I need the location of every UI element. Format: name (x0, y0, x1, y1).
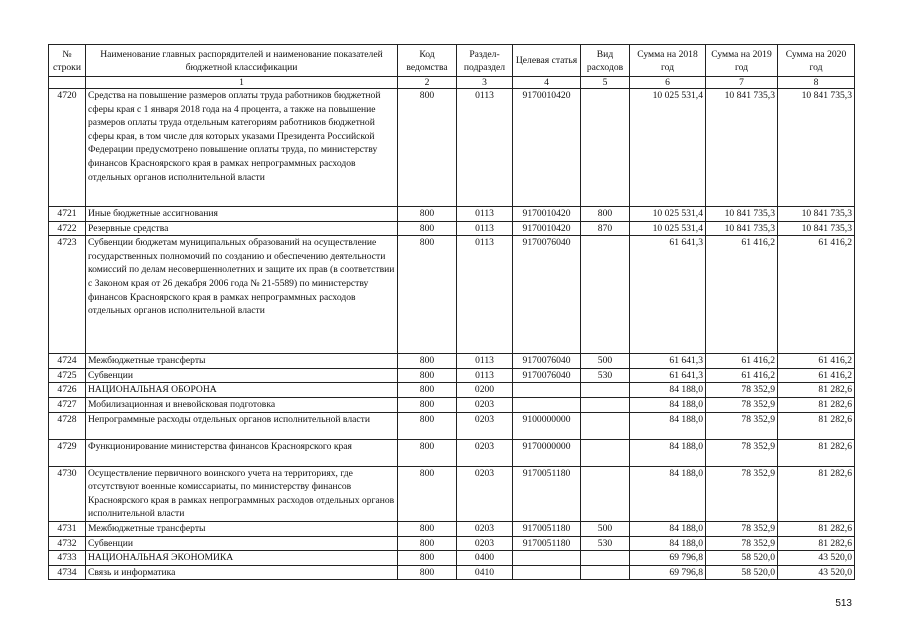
amount-2020-cell: 43 520,0 (778, 551, 855, 566)
expense-type-cell: 530 (581, 536, 630, 551)
row-number-cell: 4723 (49, 236, 86, 354)
target-article-cell: 9170076040 (513, 368, 581, 383)
department-code-cell: 800 (398, 412, 457, 439)
amount-2019-cell: 10 841 735,3 (706, 89, 778, 207)
amount-2020-cell: 81 282,6 (778, 383, 855, 398)
section-code-cell: 0410 (457, 565, 513, 580)
header-cell: Код ведомства (398, 45, 457, 77)
row-number-cell: 4720 (49, 89, 86, 207)
expense-type-cell (581, 236, 630, 354)
header-cell: Вид расходов (581, 45, 630, 77)
column-number-cell: 4 (513, 77, 581, 89)
header-cell: Сумма на 2019 год (706, 45, 778, 77)
amount-2018-cell: 61 641,3 (630, 368, 706, 383)
department-code-cell: 800 (398, 221, 457, 236)
row-name-cell: Межбюджетные трансферты (86, 354, 398, 369)
header-cell: Сумма на 2020 год (778, 45, 855, 77)
amount-2020-cell: 81 282,6 (778, 439, 855, 466)
amount-2020-cell: 43 520,0 (778, 565, 855, 580)
column-number-cell: 3 (457, 77, 513, 89)
department-code-cell: 800 (398, 536, 457, 551)
expense-type-cell (581, 412, 630, 439)
amount-2020-cell: 61 416,2 (778, 368, 855, 383)
target-article-cell: 9170000000 (513, 439, 581, 466)
column-number-cell: 6 (630, 77, 706, 89)
expense-type-cell (581, 89, 630, 207)
section-code-cell: 0400 (457, 551, 513, 566)
amount-2020-cell: 81 282,6 (778, 412, 855, 439)
amount-2018-cell: 84 188,0 (630, 536, 706, 551)
section-code-cell: 0113 (457, 236, 513, 354)
amount-2018-cell: 61 641,3 (630, 354, 706, 369)
expense-type-cell (581, 466, 630, 521)
row-name-cell: Мобилизационная и вневойсковая подготовка (86, 397, 398, 412)
target-article-cell: 9170051180 (513, 466, 581, 521)
target-article-cell: 9170051180 (513, 521, 581, 536)
row-number-cell: 4722 (49, 221, 86, 236)
amount-2019-cell: 78 352,9 (706, 536, 778, 551)
table-row (49, 397, 855, 412)
row-name-cell: Связь и информатика (86, 565, 398, 580)
table-body (49, 89, 855, 580)
expense-type-cell: 500 (581, 354, 630, 369)
expense-type-cell: 800 (581, 207, 630, 222)
department-code-cell: 800 (398, 551, 457, 566)
amount-2018-cell: 84 188,0 (630, 383, 706, 398)
header-cell: Целевая статья (513, 45, 581, 77)
section-code-cell: 0203 (457, 439, 513, 466)
row-name-cell: Субвенции (86, 368, 398, 383)
department-code-cell: 800 (398, 354, 457, 369)
target-article-cell (513, 551, 581, 566)
department-code-cell: 800 (398, 439, 457, 466)
amount-2019-cell: 78 352,9 (706, 412, 778, 439)
amount-2020-cell: 81 282,6 (778, 536, 855, 551)
amount-2018-cell: 84 188,0 (630, 466, 706, 521)
section-code-cell: 0113 (457, 221, 513, 236)
amount-2019-cell: 58 520,0 (706, 565, 778, 580)
amount-2018-cell: 69 796,8 (630, 551, 706, 566)
section-code-cell: 0113 (457, 368, 513, 383)
column-number-row (49, 77, 855, 89)
row-name-cell: Средства на повышение размеров оплаты труда работников бюджетной сферы края с 1 января 2018 года на 4 процента, а также на повышение размеров оплаты труда отдельным категориям работников бюджетной сферы края, в том числе для которых указами Президента Российской Федерации предусмотрено повышение оплаты труда, по министерству финансов Красноярского края в рамках непрограммных расходов отдельных органов исполнительной власти (86, 89, 398, 207)
department-code-cell: 800 (398, 207, 457, 222)
expense-type-cell (581, 439, 630, 466)
column-number-cell: 7 (706, 77, 778, 89)
header-row (49, 45, 855, 77)
section-code-cell: 0203 (457, 397, 513, 412)
column-number-cell: 8 (778, 77, 855, 89)
table-row (49, 439, 855, 466)
header-cell: № строки (49, 45, 86, 77)
header-cell: Наименование главных распорядителей и наименование показателей бюджетной классификации (86, 45, 398, 77)
amount-2018-cell: 10 025 531,4 (630, 207, 706, 222)
expense-type-cell (581, 397, 630, 412)
amount-2019-cell: 61 416,2 (706, 368, 778, 383)
row-name-cell: Субвенции (86, 536, 398, 551)
amount-2020-cell: 10 841 735,3 (778, 207, 855, 222)
row-name-cell: Осуществление первичного воинского учета на территориях, где отсутствуют военные комиссариаты, по министерству финансов Красноярского края в рамках непрограммных расходов отдельных органов исполнительной власти (86, 466, 398, 521)
row-number-cell: 4729 (49, 439, 86, 466)
amount-2020-cell: 81 282,6 (778, 466, 855, 521)
row-number-cell: 4728 (49, 412, 86, 439)
amount-2019-cell: 61 416,2 (706, 354, 778, 369)
amount-2019-cell: 78 352,9 (706, 397, 778, 412)
amount-2019-cell: 58 520,0 (706, 551, 778, 566)
column-number-cell: 5 (581, 77, 630, 89)
target-article-cell: 9170010420 (513, 89, 581, 207)
amount-2020-cell: 61 416,2 (778, 236, 855, 354)
section-code-cell: 0203 (457, 466, 513, 521)
target-article-cell: 9170010420 (513, 221, 581, 236)
table-row (49, 412, 855, 439)
row-name-cell: Межбюджетные трансферты (86, 521, 398, 536)
row-number-cell: 4732 (49, 536, 86, 551)
expense-type-cell: 530 (581, 368, 630, 383)
table-row (49, 383, 855, 398)
section-code-cell: 0203 (457, 521, 513, 536)
section-code-cell: 0113 (457, 89, 513, 207)
row-number-cell: 4730 (49, 466, 86, 521)
row-name-cell: Иные бюджетные ассигнования (86, 207, 398, 222)
row-number-cell: 4724 (49, 354, 86, 369)
row-number-cell: 4721 (49, 207, 86, 222)
page-number: 513 (835, 598, 852, 609)
department-code-cell: 800 (398, 466, 457, 521)
amount-2018-cell: 84 188,0 (630, 412, 706, 439)
department-code-cell: 800 (398, 368, 457, 383)
table-row (49, 89, 855, 207)
amount-2020-cell: 10 841 735,3 (778, 221, 855, 236)
table-row (49, 207, 855, 222)
target-article-cell (513, 383, 581, 398)
amount-2018-cell: 10 025 531,4 (630, 89, 706, 207)
amount-2020-cell: 10 841 735,3 (778, 89, 855, 207)
amount-2019-cell: 78 352,9 (706, 466, 778, 521)
amount-2018-cell: 61 641,3 (630, 236, 706, 354)
amount-2018-cell: 84 188,0 (630, 397, 706, 412)
amount-2019-cell: 10 841 735,3 (706, 221, 778, 236)
row-name-cell: НАЦИОНАЛЬНАЯ ОБОРОНА (86, 383, 398, 398)
target-article-cell (513, 397, 581, 412)
table-row (49, 354, 855, 369)
row-name-cell: Субвенции бюджетам муниципальных образований на осуществление государственных полномочий по созданию и обеспечению деятельности комиссий по делам несовершеннолетних и защите их прав (в соответствии с Законом края от 26 декабря 2006 года № 21-5589) по министерству финансов Красноярского края в рамках непрограммных расходов отдельных органов исполнительной власти (86, 236, 398, 354)
column-number-cell: 1 (86, 77, 398, 89)
row-name-cell: Непрограммные расходы отдельных органов исполнительной власти (86, 412, 398, 439)
department-code-cell: 800 (398, 89, 457, 207)
column-number-cell: 2 (398, 77, 457, 89)
department-code-cell: 800 (398, 236, 457, 354)
table-row (49, 221, 855, 236)
expense-type-cell (581, 383, 630, 398)
row-name-cell: НАЦИОНАЛЬНАЯ ЭКОНОМИКА (86, 551, 398, 566)
amount-2018-cell: 10 025 531,4 (630, 221, 706, 236)
amount-2018-cell: 84 188,0 (630, 439, 706, 466)
row-number-cell: 4734 (49, 565, 86, 580)
section-code-cell: 0203 (457, 536, 513, 551)
department-code-cell: 800 (398, 383, 457, 398)
row-name-cell: Функционирование министерства финансов Красноярского края (86, 439, 398, 466)
table-row (49, 236, 855, 354)
row-number-cell: 4725 (49, 368, 86, 383)
target-article-cell: 9170010420 (513, 207, 581, 222)
section-code-cell: 0200 (457, 383, 513, 398)
header-cell: Раздел-подраздел (457, 45, 513, 77)
section-code-cell: 0113 (457, 354, 513, 369)
table-row (49, 565, 855, 580)
amount-2019-cell: 78 352,9 (706, 439, 778, 466)
amount-2018-cell: 84 188,0 (630, 521, 706, 536)
expense-type-cell (581, 565, 630, 580)
expense-type-cell: 500 (581, 521, 630, 536)
expense-type-cell: 870 (581, 221, 630, 236)
row-name-cell: Резервные средства (86, 221, 398, 236)
section-code-cell: 0113 (457, 207, 513, 222)
amount-2019-cell: 78 352,9 (706, 383, 778, 398)
table-row (49, 551, 855, 566)
amount-2019-cell: 10 841 735,3 (706, 207, 778, 222)
amount-2018-cell: 69 796,8 (630, 565, 706, 580)
table-row (49, 466, 855, 521)
target-article-cell (513, 565, 581, 580)
amount-2019-cell: 61 416,2 (706, 236, 778, 354)
header-cell: Сумма на 2018 год (630, 45, 706, 77)
target-article-cell: 9170076040 (513, 354, 581, 369)
row-number-cell: 4726 (49, 383, 86, 398)
amount-2020-cell: 61 416,2 (778, 354, 855, 369)
row-number-cell: 4731 (49, 521, 86, 536)
table-row (49, 521, 855, 536)
budget-table (48, 44, 855, 580)
department-code-cell: 800 (398, 565, 457, 580)
row-number-cell: 4733 (49, 551, 86, 566)
amount-2019-cell: 78 352,9 (706, 521, 778, 536)
amount-2020-cell: 81 282,6 (778, 397, 855, 412)
section-code-cell: 0203 (457, 412, 513, 439)
department-code-cell: 800 (398, 521, 457, 536)
target-article-cell: 9170051180 (513, 536, 581, 551)
row-number-cell: 4727 (49, 397, 86, 412)
table-row (49, 368, 855, 383)
target-article-cell: 9170076040 (513, 236, 581, 354)
table-row (49, 536, 855, 551)
amount-2020-cell: 81 282,6 (778, 521, 855, 536)
column-number-cell (49, 77, 86, 89)
department-code-cell: 800 (398, 397, 457, 412)
target-article-cell: 9100000000 (513, 412, 581, 439)
expense-type-cell (581, 551, 630, 566)
